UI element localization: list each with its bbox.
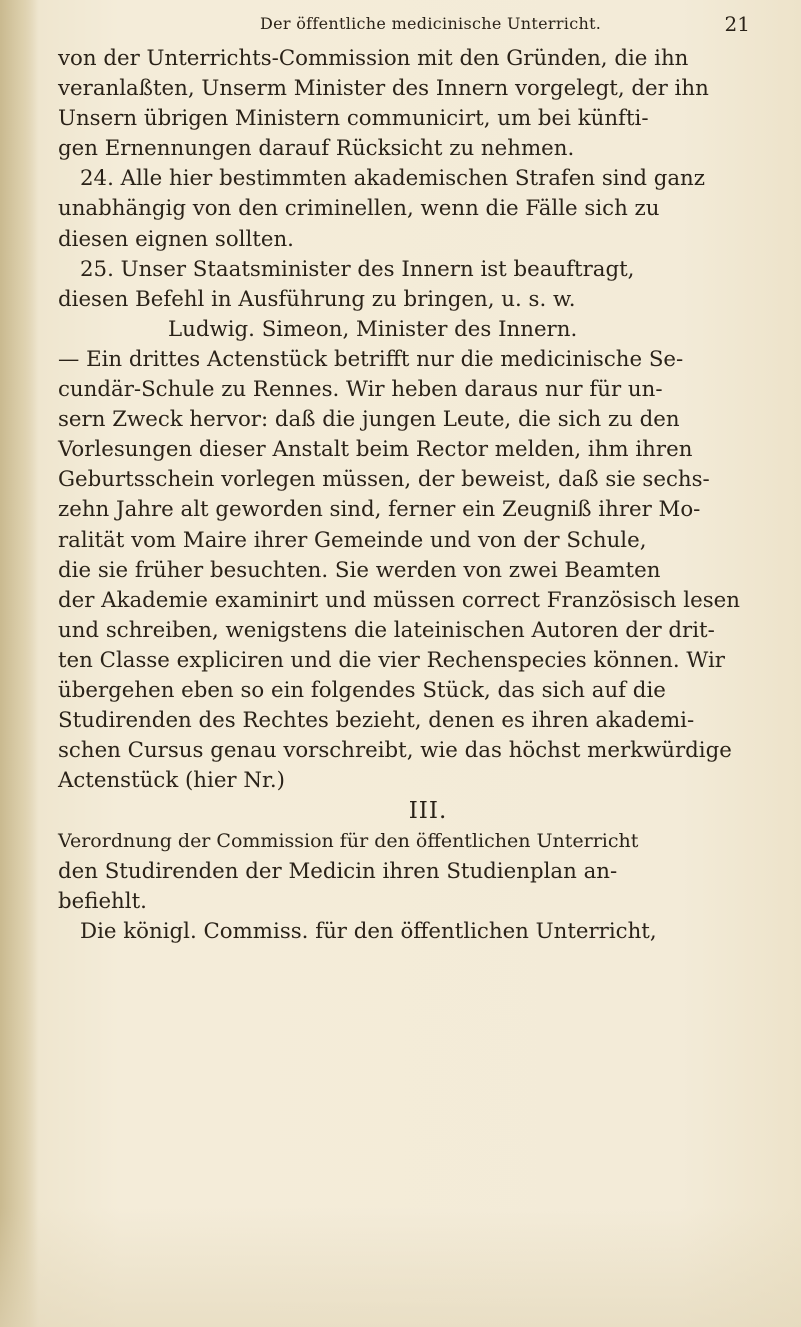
text-line: von der Unterrichts-Commission mit den Gründen, die ihn: [58, 46, 689, 71]
body-text: [58, 44, 758, 947]
text-line: unabhängig von den criminellen, wenn die Fälle sich zu: [58, 196, 660, 222]
text-line: ten Classe expliciren und die vier Rechenspecies können. Wir: [58, 647, 725, 673]
text-line: und schreiben, wenigstens die lateinischen Autoren der drit-: [58, 617, 715, 643]
text-line: übergehen eben so ein folgendes Stück, das sich auf die: [58, 677, 666, 703]
text-line: Unsern übrigen Ministern communicirt, um bei künfti-: [58, 106, 649, 132]
text-line: Geburtsschein vorlegen müssen, der beweist, daß sie sechs-: [58, 467, 710, 493]
text-line: schen Cursus genau vorschreibt, wie das höchst merkwürdige: [58, 738, 732, 764]
section-text-line: Die königl. Commiss. für den öffentlichen Unterricht,: [80, 918, 657, 944]
text-line: gen Ernennungen darauf Rücksicht zu nehmen.: [58, 136, 575, 162]
text-line: veranlaßten, Unserm Minister des Innern vorgelegt, der ihn: [58, 76, 709, 102]
running-head-title: Der öffentliche medicinische Unterricht.: [260, 14, 602, 33]
text-line: ralität vom Maire ihrer Gemeinde und von der Schule,: [58, 527, 647, 553]
text-line: 24. Alle hier bestimmten akademischen Strafen sind ganz: [80, 166, 705, 192]
section-numeral: III.: [408, 798, 448, 825]
text-line: cundär-Schule zu Rennes. Wir heben daraus nur für un-: [58, 377, 663, 403]
signature-line: Ludwig. Simeon, Minister des Innern.: [168, 316, 578, 342]
text-line: 25. Unser Staatsminister des Innern ist beauftragt,: [80, 256, 635, 282]
text-line: die sie früher besuchten. Sie werden von zwei Beamten: [58, 557, 661, 583]
text-line: Vorlesungen dieser Anstalt beim Rector melden, ihm ihren: [58, 437, 693, 463]
page-bottom-shade: [0, 1207, 801, 1327]
page-edge-shadow: [0, 0, 38, 1327]
text-line: Actenstück (hier Nr.): [58, 768, 285, 794]
section-text-line: befiehlt.: [58, 888, 147, 914]
section-text-line: den Studirenden der Medicin ihren Studienplan an-: [58, 858, 618, 884]
text-line: sern Zweck hervor: daß die jungen Leute, die sich zu den: [58, 407, 680, 433]
text-line: diesen Befehl in Ausführung zu bringen, u. s. w.: [58, 286, 576, 312]
text-line: zehn Jahre alt geworden sind, ferner ein Zeugniß ihrer Mo-: [58, 497, 701, 523]
text-line: — Ein drittes Actenstück betrifft nur die medicinische Se-: [58, 346, 684, 372]
text-line: Studirenden des Rechtes bezieht, denen es ihren akademi-: [58, 708, 695, 734]
page-number: 21: [724, 12, 750, 36]
text-line: der Akademie examinirt und müssen correct Französisch lesen: [58, 587, 740, 613]
running-head: [100, 14, 750, 38]
text-line: diesen eignen sollten.: [58, 226, 294, 252]
section-text-line: Verordnung der Commission für den öffentlichen Unterricht: [58, 830, 639, 853]
